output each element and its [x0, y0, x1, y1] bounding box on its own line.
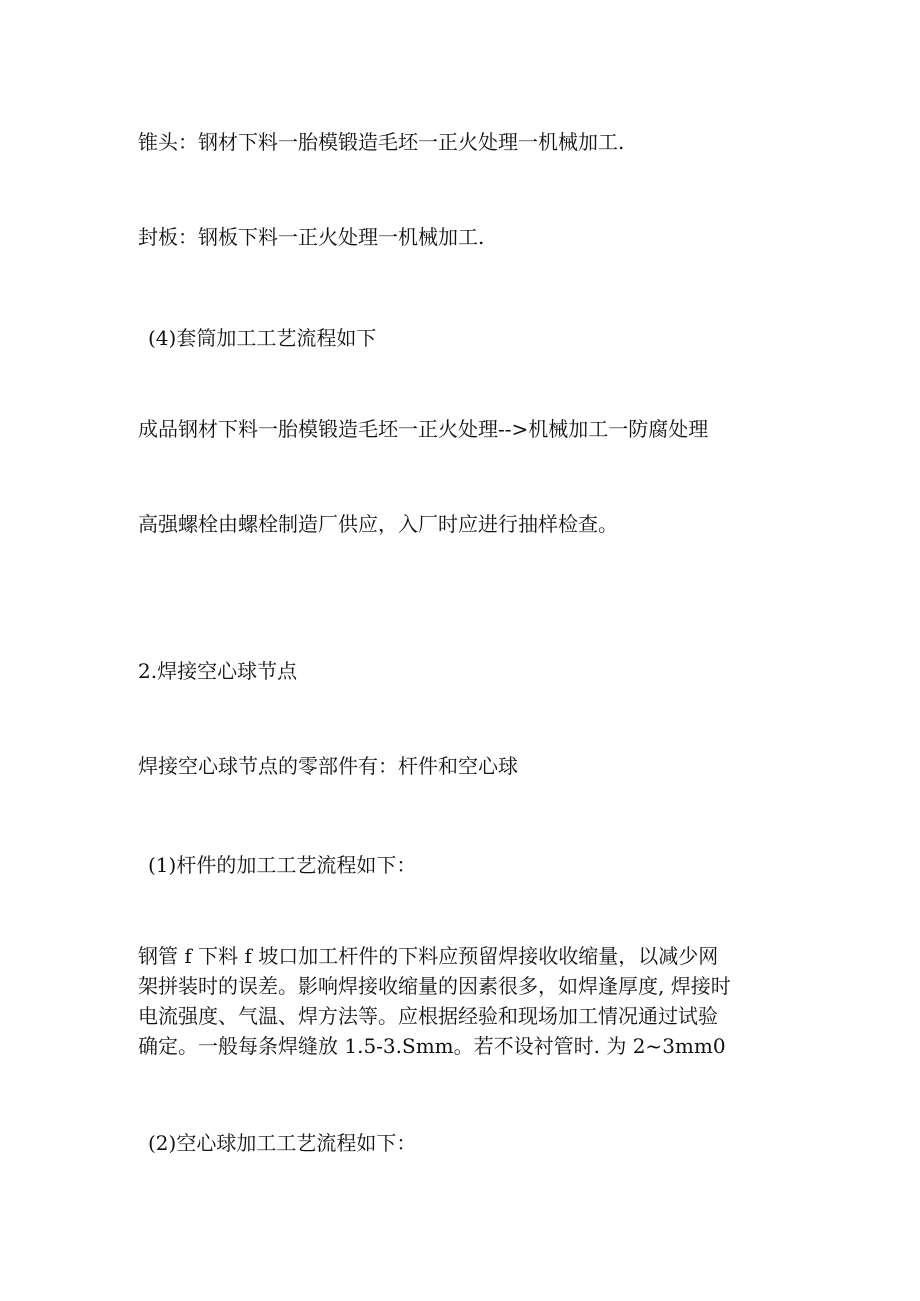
- section-heading-welded-hollow-sphere: 2.焊接空心球节点: [138, 659, 298, 683]
- rod-process-paragraph: [138, 941, 778, 1061]
- sleeve-process-text: 成品钢材下料一胎模锻造毛坯一正火处理-->机械加工一防腐处理: [138, 417, 709, 441]
- bolt-supply-text: 高强螺栓由螺栓制造厂供应，入厂时应进行抽样检查。: [138, 512, 618, 536]
- components-text: 焊接空心球节点的零部件有：杆件和空心球: [138, 754, 518, 778]
- sleeve-process-heading: (4)套筒加工工艺流程如下: [148, 326, 377, 350]
- hollow-sphere-process-heading: (2)空心球加工工艺流程如下：: [148, 1131, 417, 1155]
- paragraph-line: 确定。一般每条焊缝放 1.5-3.Smm。若不设衬管时. 为 2~3mm0: [138, 1034, 726, 1058]
- cone-head-process-text: 锥头：钢材下料一胎模锻造毛坯一正火处理一机械加工.: [138, 130, 625, 154]
- end-plate-process-text: 封板：钢板下料一正火处理一机械加工.: [138, 225, 485, 249]
- paragraph-line: 架拼装时的误差。影响焊接收缩量的因素很多，如焊逢厚度, 焊接时: [138, 974, 731, 998]
- rod-process-heading: (1)杆件的加工工艺流程如下：: [148, 853, 417, 877]
- paragraph-line: 钢管 f 下料 f 坡口加工杆件的下料应预留焊接收收缩量，以减少网: [138, 944, 719, 968]
- paragraph-line: 电流强度、气温、焊方法等。应根据经验和现场加工情况通过试验: [138, 1004, 718, 1028]
